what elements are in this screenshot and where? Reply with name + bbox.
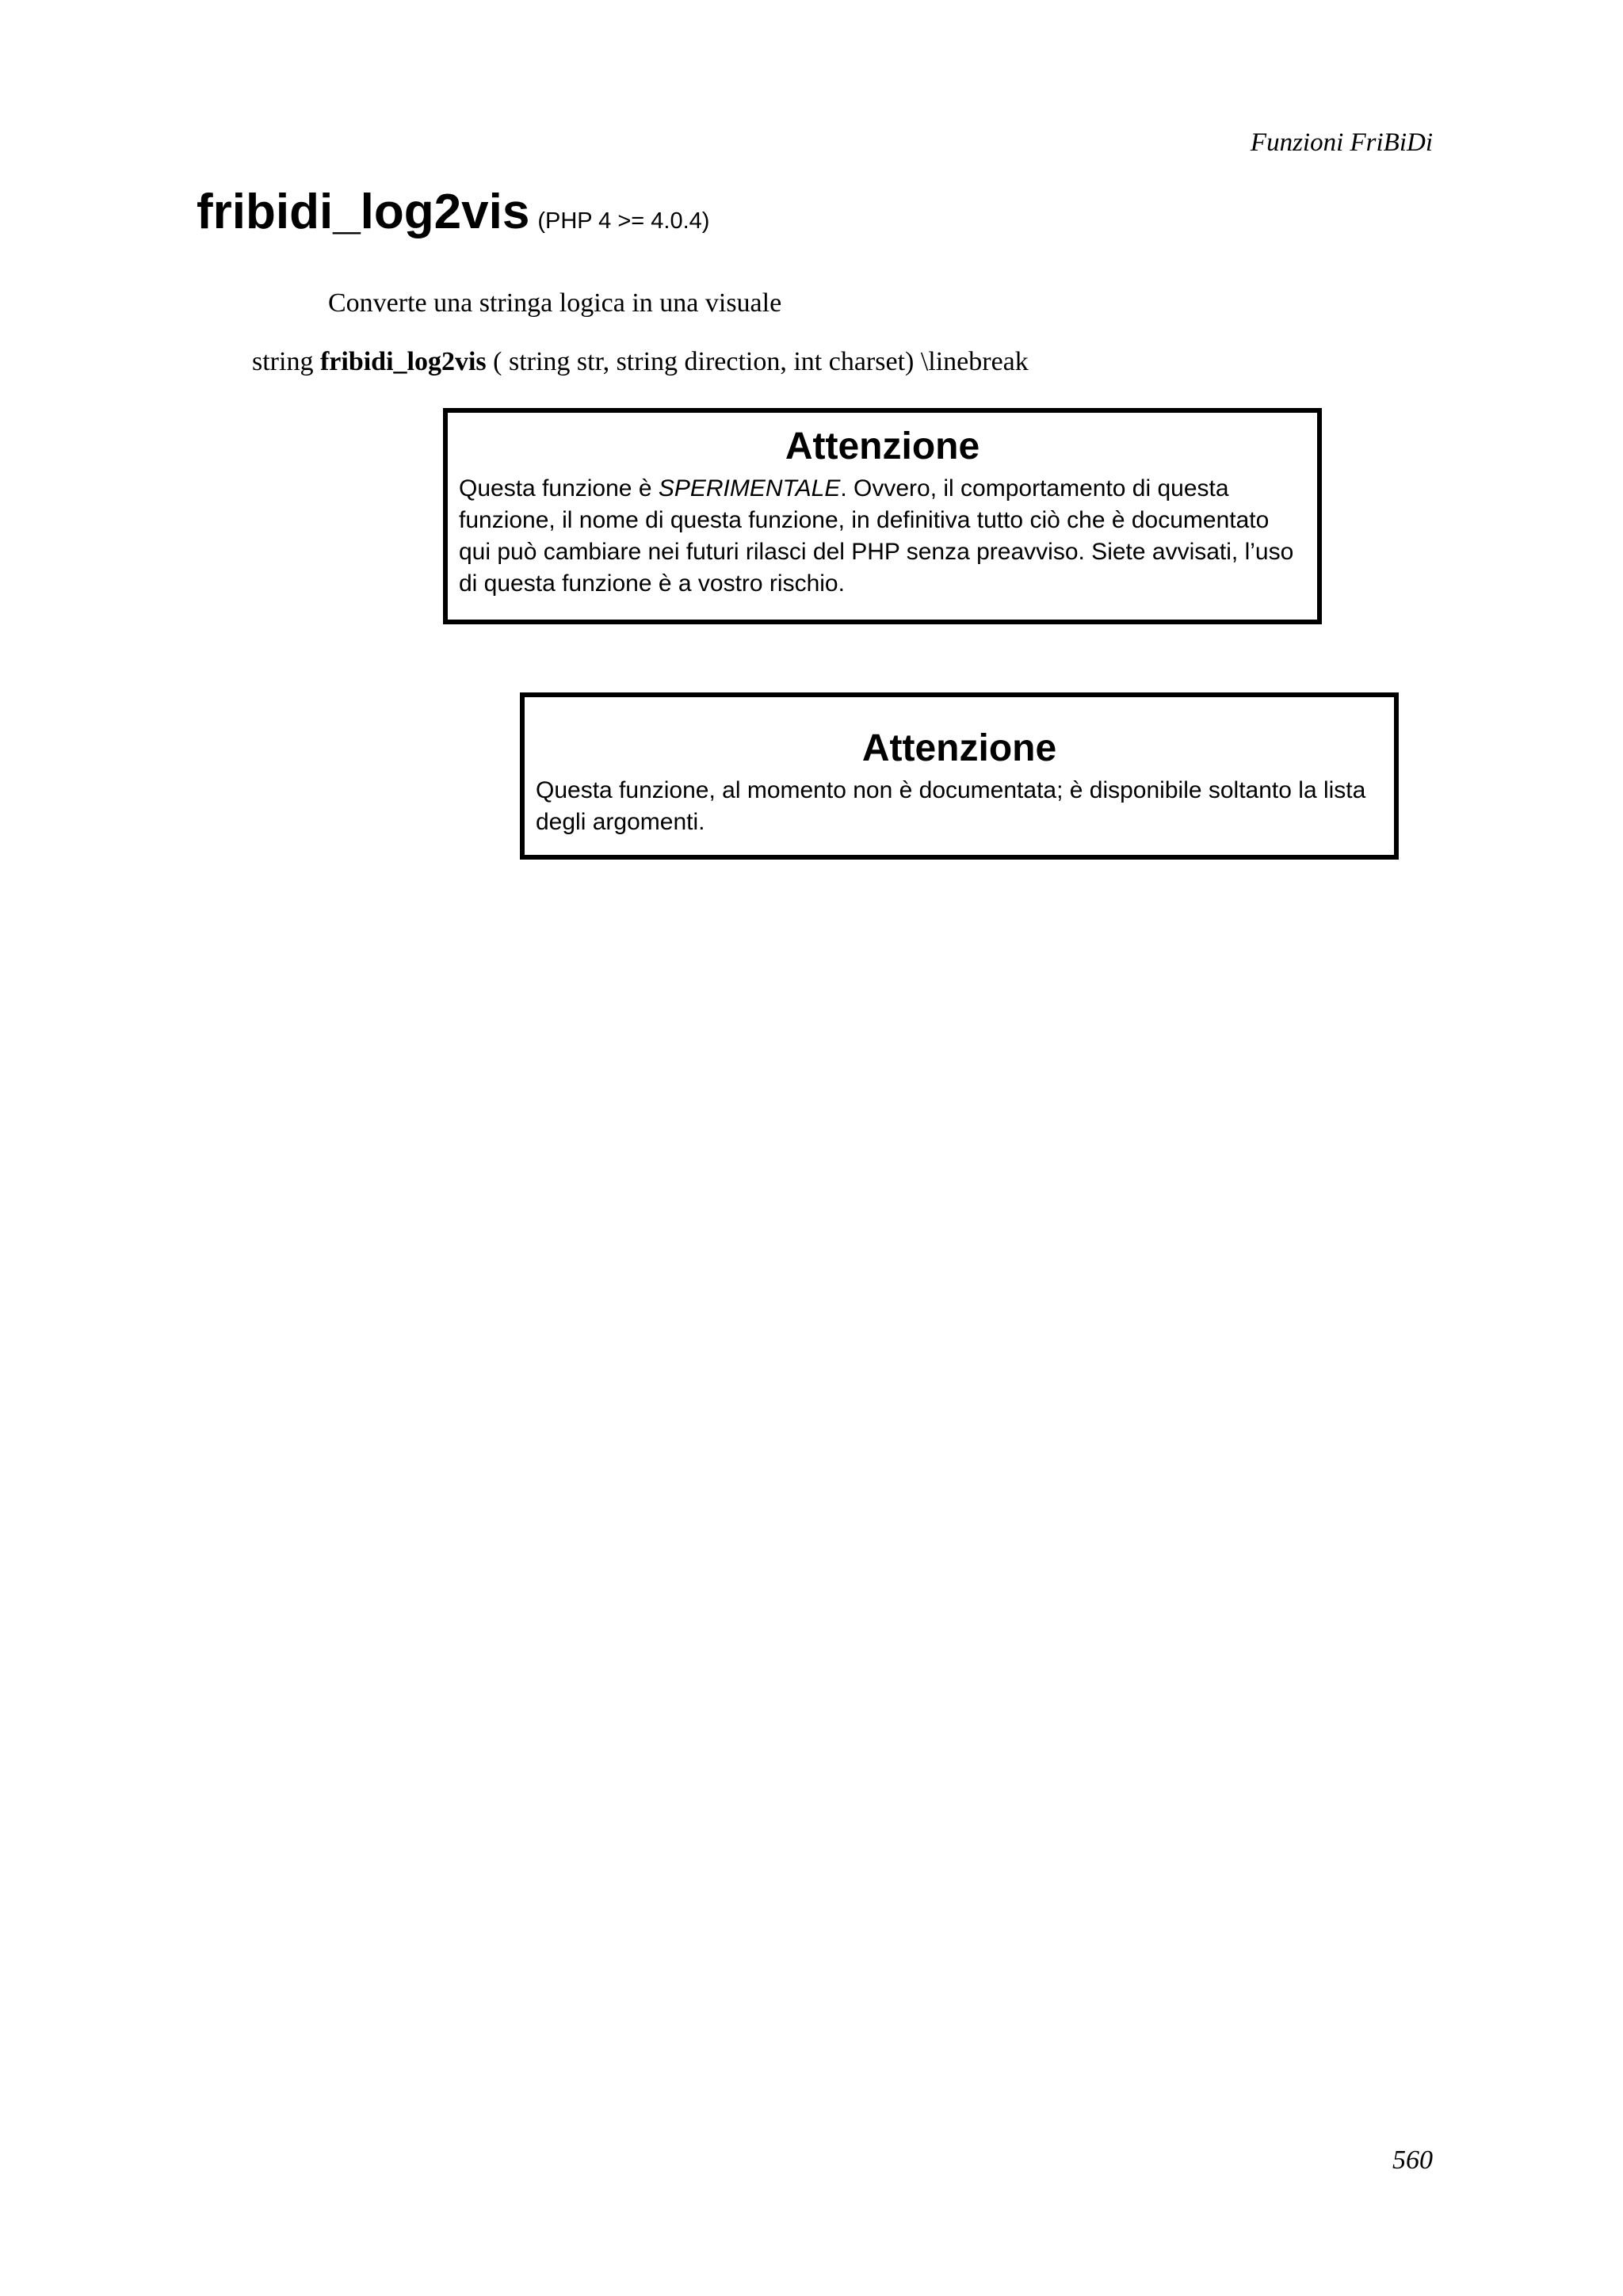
- synopsis-params: ( string str, string direction, int charset) \linebreak: [493, 347, 1029, 376]
- synopsis-return-type: string: [252, 347, 314, 376]
- warning-body: [459, 473, 1306, 600]
- warning-box-experimental: [443, 408, 1322, 624]
- warning-title: Attenzione: [785, 425, 980, 467]
- warning-body-start: Questa funzione è: [459, 475, 659, 502]
- function-synopsis: [252, 347, 1029, 377]
- warning-body-emphasis: SPERIMENTALE: [658, 475, 841, 502]
- function-name: fribidi_log2vis: [197, 185, 530, 239]
- page-number: 560: [1392, 2145, 1433, 2175]
- function-heading: [197, 184, 709, 240]
- warning-box-undocumented: [520, 692, 1399, 860]
- warning-title: Attenzione: [861, 727, 1057, 769]
- function-summary: Converte una stringa logica in una visuale: [328, 288, 782, 318]
- synopsis-function-name: fribidi_log2vis: [319, 347, 487, 376]
- php-version: (PHP 4 >= 4.0.4): [537, 208, 710, 234]
- warning-body: Questa funzione, al momento non è documentata; è disponibile soltanto la lista degli argomenti.: [536, 777, 1366, 835]
- running-header: Funzioni FriBiDi: [1250, 128, 1433, 157]
- warning-body-end: . Ovvero, il comportamento di questa funzione, il nome di questa funzione, in definitiva tutto ciò che è documentato qui può cambiare nei futuri rilasci del PHP senza preavviso. Siete avvisati, l’uso di questa funzione è a vostro rischio.: [459, 475, 1294, 597]
